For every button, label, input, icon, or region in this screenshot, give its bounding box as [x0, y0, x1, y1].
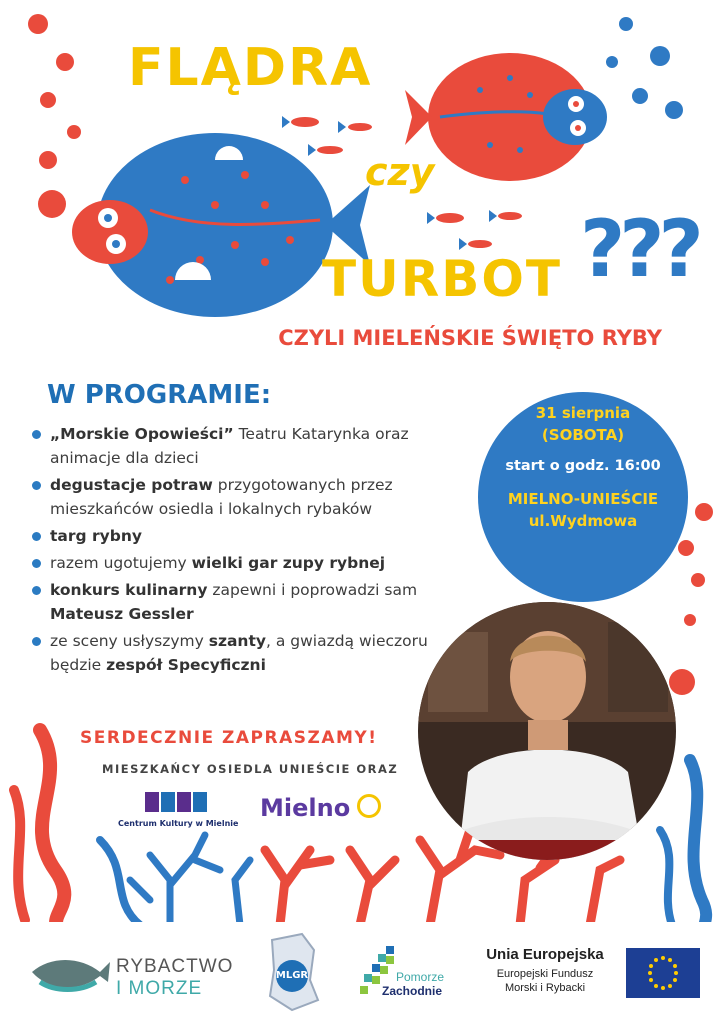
- program-item-text: razem ugotujemy: [50, 554, 192, 572]
- culture-center-icon: [143, 790, 213, 814]
- footer-logos: [0, 922, 723, 1024]
- event-start-time: start o godz. 16:00: [505, 458, 661, 474]
- program-list: [30, 422, 462, 680]
- culture-center-name: Centrum Kultury w Mielnie: [118, 819, 239, 828]
- program-item-fish-market: [30, 524, 462, 548]
- event-street: ul.Wydmowa: [528, 512, 638, 530]
- event-date: 31 sierpnia: [535, 404, 631, 422]
- rybactwo-line2: I MORZE: [116, 978, 203, 999]
- residents-text: MIESZKAŃCY OSIEDLA UNIEŚCIE ORAZ: [102, 762, 399, 776]
- program-item-text: zapewni i poprowadzi sam: [207, 581, 418, 599]
- program-item-concert: [30, 629, 462, 677]
- title-question-marks: ???: [580, 205, 698, 295]
- red-flounder-icon: [405, 53, 607, 181]
- eu-flag-icon: [626, 948, 700, 998]
- title-connector-czy: czy: [365, 150, 435, 194]
- program-item-fish-soup: [30, 551, 462, 575]
- program-heading: W PROGRAMIE:: [47, 380, 272, 410]
- eu-text-block: [474, 946, 616, 994]
- chef-photo: [418, 602, 676, 860]
- program-item-bold: Mateusz Gessler: [50, 605, 194, 623]
- program-item-bold: wielki gar zupy rybnej: [191, 554, 386, 572]
- mlgr-logo: [262, 930, 322, 1014]
- program-item-tasting: [30, 473, 462, 521]
- program-item-text: , a gwiazdą wieczoru będzie: [50, 632, 428, 674]
- program-item-bold: „Morskie Opowieści”: [50, 425, 234, 443]
- mielno-logo: [260, 794, 381, 822]
- subtitle: CZYLI MIELEŃSKIE ŚWIĘTO RYBY: [278, 326, 662, 350]
- mlgr-name: MLGR: [275, 970, 309, 981]
- program-item-bold: degustacje potraw: [50, 476, 213, 494]
- sun-icon: [357, 794, 381, 818]
- invitation-text: SERDECZNIE ZAPRASZAMY!: [80, 728, 378, 748]
- program-item-theatre: [30, 422, 462, 470]
- event-place: MIELNO-UNIEŚCIE: [507, 490, 659, 508]
- program-item-text: przygotowanych przez mieszkańców osiedla i lokalnych rybaków: [50, 476, 393, 518]
- event-info-circle: [478, 392, 688, 602]
- program-item-bold: konkurs kulinarny: [50, 581, 208, 599]
- title-word-fladra: FLĄDRA: [128, 38, 373, 98]
- program-item-bold: zespół Specyficzni: [106, 656, 266, 674]
- program-item-bold: targ rybny: [50, 527, 142, 545]
- rybactwo-line1: RYBACTWO: [116, 956, 234, 977]
- program-item-bold: szanty: [208, 632, 266, 650]
- pomorze-line2: Zachodnie: [382, 984, 443, 998]
- title-word-turbot: TURBOT: [322, 250, 562, 308]
- program-item-text: ze sceny usłyszymy: [50, 632, 209, 650]
- program-item-text: Teatru Katarynka oraz animacje dla dzieci: [50, 425, 409, 467]
- eu-title: Unia Europejska: [486, 946, 604, 963]
- eu-fund-line1: Europejski Fundusz: [496, 968, 594, 980]
- fish-logo-icon: [30, 952, 112, 996]
- mielno-name: Mielno: [260, 794, 351, 822]
- event-weekday: (SOBOTA): [541, 426, 625, 444]
- program-item-cooking-contest: [30, 578, 462, 626]
- pomorze-line1: Pomorze: [396, 970, 445, 984]
- eu-fund-line2: Morski i Rybacki: [504, 982, 586, 994]
- culture-center-logo: [118, 790, 238, 828]
